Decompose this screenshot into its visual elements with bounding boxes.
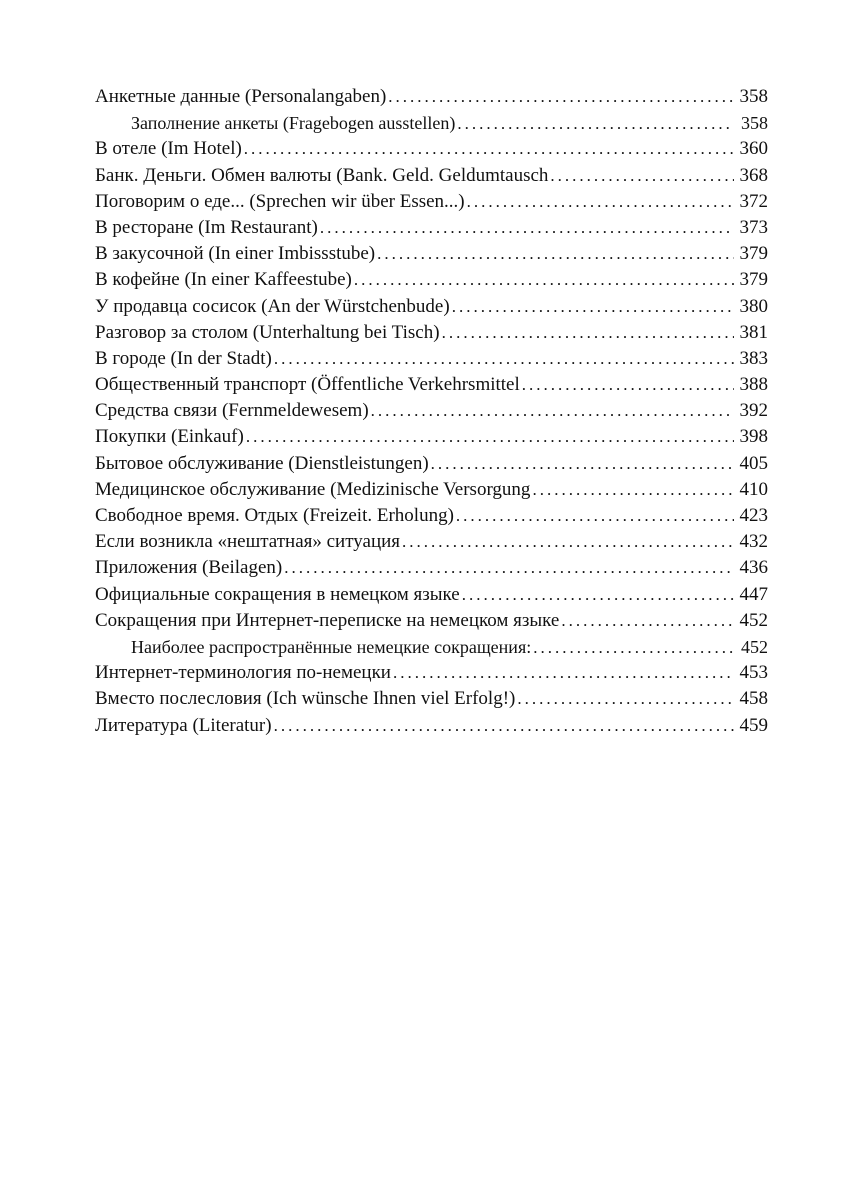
toc-entry (95, 477, 768, 503)
toc-dot-leader (402, 529, 734, 555)
toc-dot-leader (452, 294, 734, 320)
toc-dot-leader (371, 398, 734, 424)
toc-dot-leader (431, 451, 734, 477)
toc-page-number: 381 (739, 321, 768, 343)
toc-entry (95, 555, 768, 581)
toc-dot-leader (522, 372, 734, 398)
toc-entry (95, 372, 768, 398)
toc-entry-title: Заполнение анкеты (Fragebogen ausstellen) (131, 113, 456, 134)
toc-entry (95, 424, 768, 450)
toc-entry-title: В кофейне (In einer Kaffeestube) (95, 269, 352, 291)
toc-entry (95, 529, 768, 555)
toc-page-number: 410 (739, 478, 768, 500)
toc-page-number: 360 (739, 138, 768, 160)
toc-page-number: 388 (739, 374, 768, 396)
toc-entry-title: Анкетные данные (Personalangaben) (95, 86, 387, 107)
toc-page-number: 368 (739, 164, 768, 186)
toc-entry (95, 189, 768, 215)
toc-entry-title: Официальные сокращения в немецком языке (95, 583, 460, 605)
toc-page-number: 459 (739, 714, 768, 736)
toc-entry-title: Литература (Literatur) (95, 714, 272, 736)
toc-page-number: 405 (739, 452, 768, 474)
table-of-contents (95, 84, 768, 739)
toc-entry (95, 398, 768, 424)
toc-page-number: 398 (739, 426, 768, 448)
toc-page-number: 423 (739, 505, 768, 526)
toc-dot-leader (244, 136, 734, 162)
toc-entry (95, 451, 768, 477)
toc-dot-leader (457, 111, 734, 137)
toc-entry (95, 713, 768, 739)
toc-entry-title: Разговор за столом (Unterhaltung bei Tisch) (95, 321, 440, 343)
toc-entry (95, 660, 768, 686)
toc-entry (95, 84, 768, 110)
toc-dot-leader (274, 713, 734, 739)
toc-dot-leader (550, 163, 734, 189)
toc-dot-leader (377, 241, 734, 267)
toc-dot-leader (456, 503, 734, 529)
toc-entry-title: У продавца сосисок (An der Würstchenbude) (95, 295, 450, 317)
toc-entry (95, 608, 768, 634)
toc-entry-title: В ресторане (Im Restaurant) (95, 216, 318, 238)
toc-entry-title: Вместо послесловия (Ich wünsche Ihnen viel Erfolg!) (95, 688, 516, 710)
toc-page-number: 453 (739, 662, 768, 684)
toc-entry-title: В закусочной (In einer Imbissstube) (95, 243, 376, 265)
toc-dot-leader (532, 477, 734, 503)
toc-entry (95, 320, 768, 346)
toc-dot-leader (462, 582, 734, 608)
toc-page-number: 436 (739, 557, 768, 579)
toc-page-number: 379 (739, 269, 768, 291)
toc-entry (95, 241, 768, 267)
toc-page-number: 447 (739, 583, 768, 605)
toc-entry-title: Медицинское обслуживание (Medizinische Versorgung (95, 478, 531, 500)
toc-entry-title: Общественный транспорт (Öffentliche Verkehrsmittel (95, 374, 520, 396)
toc-entry-title: Интернет-терминология по-немецки (95, 662, 391, 684)
toc-entry-title: Поговорим о еде... (Sprechen wir über Essen...) (95, 190, 465, 212)
toc-page-number: 458 (739, 688, 768, 710)
toc-page-number: 372 (739, 190, 768, 212)
toc-dot-leader (561, 608, 734, 634)
toc-entry-title: Банк. Деньги. Обмен валюты (Bank. Geld. Geldumtausch (95, 164, 549, 186)
toc-entry-title: Сокращения при Интернет-переписке на немецком языке (95, 609, 560, 631)
toc-dot-leader (467, 189, 734, 215)
toc-entry (95, 346, 768, 372)
toc-entry (95, 136, 768, 162)
toc-entry-title: В отеле (Im Hotel) (95, 138, 242, 160)
toc-dot-leader (442, 320, 734, 346)
toc-entry (95, 503, 768, 529)
toc-entry (95, 582, 768, 608)
toc-page-number: 392 (739, 400, 768, 422)
toc-entry-title: Свободное время. Отдых (Freizeit. Erholung) (95, 505, 454, 526)
toc-entry (95, 294, 768, 320)
toc-dot-leader (354, 267, 734, 293)
toc-entry (95, 267, 768, 293)
toc-page-number: 432 (739, 531, 768, 553)
toc-entry (95, 686, 768, 712)
toc-page-number: 383 (739, 347, 768, 369)
toc-entry-title: Покупки (Einkauf) (95, 426, 244, 448)
toc-entry (95, 163, 768, 189)
toc-entry-title: Средства связи (Fernmeldewesem) (95, 400, 369, 422)
toc-page-number: 380 (739, 295, 768, 317)
toc-page-number: 452 (741, 636, 768, 657)
toc-dot-leader (320, 215, 734, 241)
toc-dot-leader (533, 635, 734, 661)
toc-page-number: 452 (739, 609, 768, 631)
toc-dot-leader (388, 84, 734, 110)
toc-entry-title: Если возникла «нештатная» ситуация (95, 531, 401, 553)
toc-dot-leader (246, 424, 734, 450)
toc-page-number: 358 (739, 86, 768, 107)
toc-dot-leader (284, 555, 734, 581)
toc-entry-title: Бытовое обслуживание (Dienstleistungen) (95, 452, 429, 474)
toc-page-number: 379 (739, 243, 768, 265)
toc-entry-title: В городе (In der Stadt) (95, 347, 272, 369)
toc-page-number: 373 (739, 216, 768, 238)
toc-dot-leader (274, 346, 734, 372)
toc-entry-title: Наиболее распространённые немецкие сокращения: (131, 636, 532, 657)
toc-page-number: 358 (741, 113, 768, 134)
toc-entry (95, 215, 768, 241)
toc-subentry (95, 634, 768, 660)
toc-entry-title: Приложения (Beilagen) (95, 557, 283, 579)
toc-subentry (95, 110, 768, 136)
toc-dot-leader (517, 686, 734, 712)
toc-dot-leader (393, 660, 734, 686)
